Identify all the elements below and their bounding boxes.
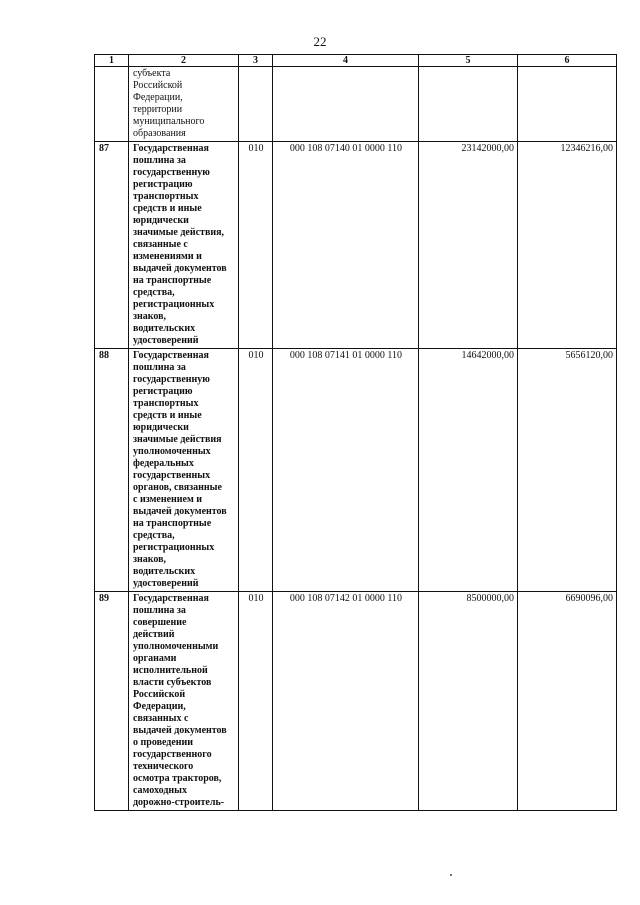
row-kbk-cell: 000 108 07141 01 0000 110 xyxy=(273,349,419,592)
row-fact-cell xyxy=(518,67,617,142)
row-name-cell: Государственная пошлина за совершение действий уполномоченными органами исполнительной власти субъектов Российской Федерации, связанных с выдачей документов о проведении государственного технического осмотра тракторов, самоходных дорожно-строитель- xyxy=(129,592,239,811)
continuation-row xyxy=(95,67,617,142)
budget-table xyxy=(94,54,617,811)
row-fact-cell: 5656120,00 xyxy=(518,349,617,592)
row-number-cell: 88 xyxy=(95,349,129,592)
column-header-1: 1 xyxy=(95,55,129,67)
row-code-cell: 010 xyxy=(239,349,273,592)
row-number-cell xyxy=(95,67,129,142)
column-header-6: 6 xyxy=(518,55,617,67)
row-plan-cell xyxy=(419,67,518,142)
row-name-cell: Государственная пошлина за государственную регистрацию транспортных средств и иные юридически значимые действия уполномоченных федеральных государственных органов, связанные с изменением и выдачей документов на транспортные средства, регистрационных знаков, водительских удостоверений xyxy=(129,349,239,592)
column-header-4: 4 xyxy=(273,55,419,67)
row-fact-cell: 6690096,00 xyxy=(518,592,617,811)
row-kbk-cell: 000 108 07142 01 0000 110 xyxy=(273,592,419,811)
row-code-cell: 010 xyxy=(239,592,273,811)
column-header-3: 3 xyxy=(239,55,273,67)
row-kbk-cell xyxy=(273,67,419,142)
row-number-cell: 89 xyxy=(95,592,129,811)
row-code-cell xyxy=(239,67,273,142)
page-number: 22 xyxy=(313,34,327,49)
row-name-cell: субъекта Российской Федерации, территории муниципального образования xyxy=(129,67,239,142)
header-row xyxy=(95,55,617,67)
column-header-5: 5 xyxy=(419,55,518,67)
table-row xyxy=(95,142,617,349)
row-code-cell: 010 xyxy=(239,142,273,349)
row-kbk-cell: 000 108 07140 01 0000 110 xyxy=(273,142,419,349)
row-plan-cell: 8500000,00 xyxy=(419,592,518,811)
column-header-2: 2 xyxy=(129,55,239,67)
table-row xyxy=(95,592,617,811)
scan-speck xyxy=(450,874,452,876)
row-fact-cell: 12346216,00 xyxy=(518,142,617,349)
table-row xyxy=(95,349,617,592)
row-name-cell: Государственная пошлина за государственную регистрацию транспортных средств и иные юридически значимые действия, связанные с изменениями и выдачей документов на транспортные средства, регистрационных знаков, водительских удостоверений xyxy=(129,142,239,349)
row-plan-cell: 23142000,00 xyxy=(419,142,518,349)
row-number-cell: 87 xyxy=(95,142,129,349)
row-plan-cell: 14642000,00 xyxy=(419,349,518,592)
